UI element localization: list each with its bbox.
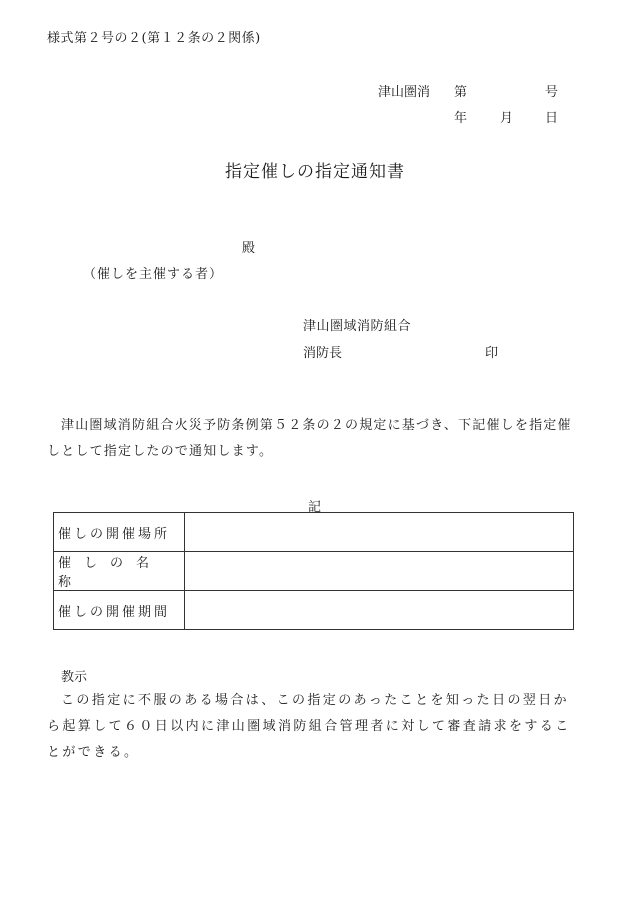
notice-paragraph: この指定に不服のある場合は、この指定のあったことを知った日の翌日から起算して６０日以内に津山圏域消防組合管理者に対して審査請求をすることができる。 — [47, 693, 571, 760]
venue-value — [185, 513, 574, 552]
seal-mark: 印 — [485, 346, 499, 361]
sender-organization: 津山圏域消防組合 — [303, 319, 412, 334]
day-label: 日 — [545, 111, 559, 126]
recipient-description: （催しを主催する者） — [83, 267, 224, 282]
table-row — [54, 552, 574, 591]
event-name-label: 催しの名称 — [54, 552, 185, 591]
body-paragraph: 津山圏域消防組合火災予防条例第５２条の２の規定に基づき、下記催しを指定催しとして指定したので通知します。 — [47, 418, 572, 459]
record-heading: 記 — [308, 500, 322, 515]
year-label: 年 — [454, 111, 468, 126]
details-table — [53, 512, 574, 630]
event-name-value — [185, 552, 574, 591]
notice-heading: 教示 — [61, 670, 88, 685]
venue-label: 催しの開催場所 — [54, 513, 185, 552]
issuer-abbrev: 津山圏消 — [378, 85, 431, 100]
number-prefix: 第 — [454, 85, 468, 100]
number-suffix: 号 — [545, 85, 559, 100]
table-row — [54, 513, 574, 552]
recipient-honorific: 殿 — [242, 241, 256, 256]
table-row — [54, 591, 574, 630]
event-period-label: 催しの開催期間 — [54, 591, 185, 630]
sender-position: 消防長 — [303, 346, 343, 361]
form-label: 様式第２号の２(第１２条の２関係) — [47, 31, 261, 46]
document-title: 指定催しの指定通知書 — [225, 162, 405, 182]
month-label: 月 — [500, 111, 514, 126]
event-period-value — [185, 591, 574, 630]
